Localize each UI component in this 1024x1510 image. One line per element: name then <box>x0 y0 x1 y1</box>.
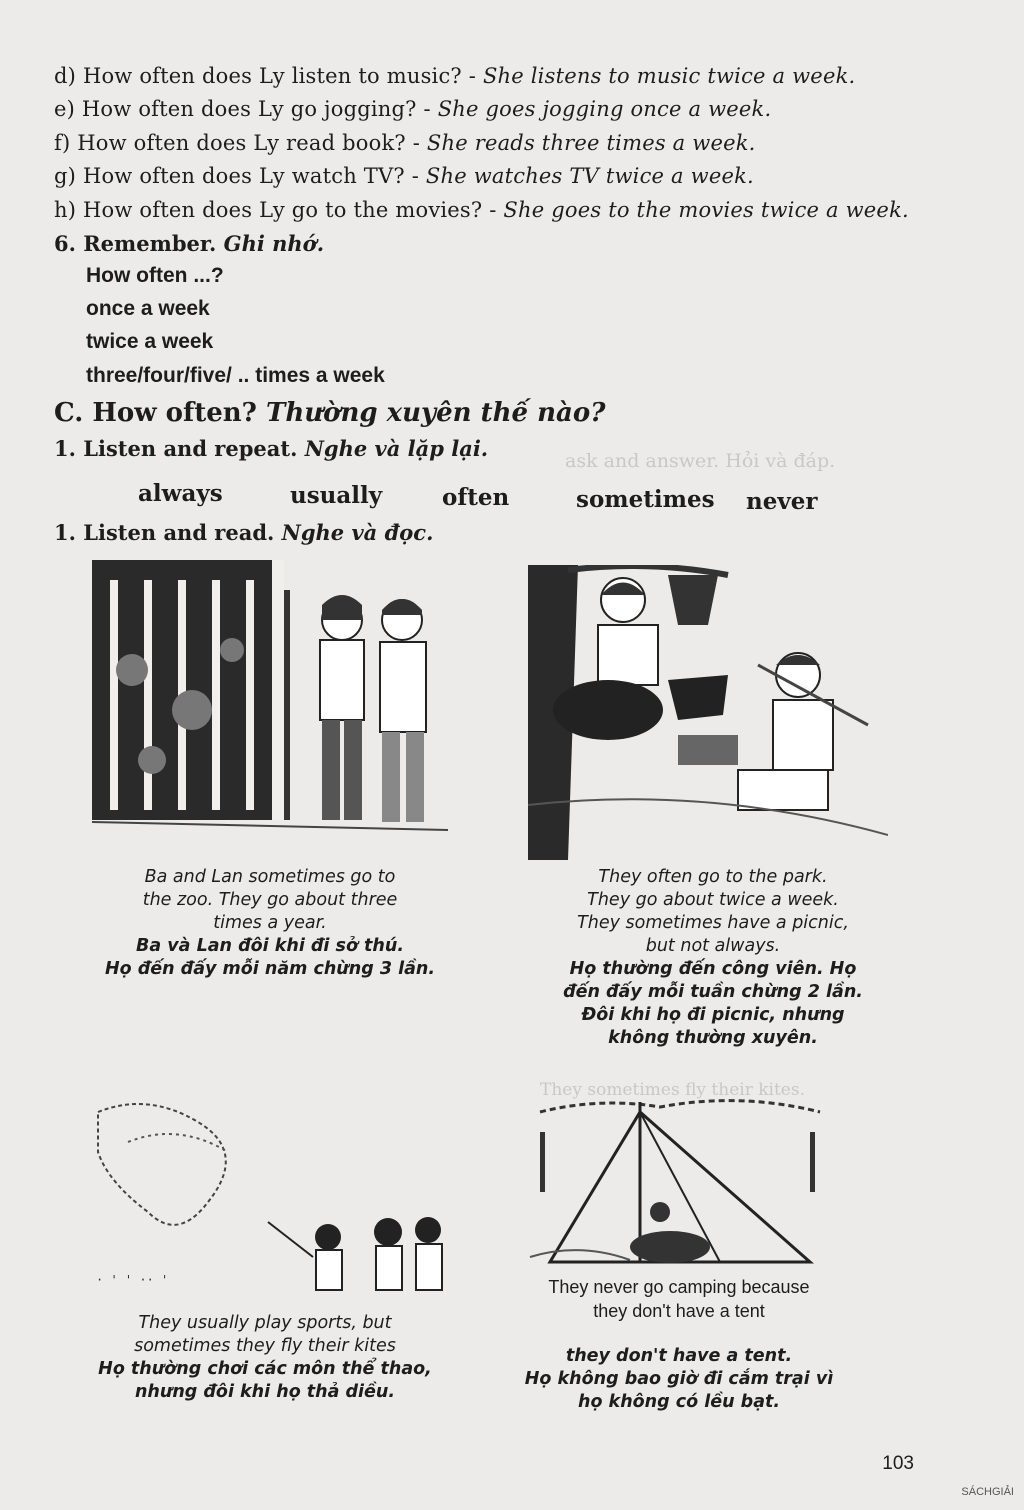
caption-vi-line: Đôi khi họ đi picnic, nhưng <box>581 1005 845 1025</box>
camping-caption <box>514 1275 844 1323</box>
caption-vi-line: họ không có lều bạt. <box>577 1392 781 1412</box>
zoo-caption <box>95 866 445 981</box>
question: How often does Ly read book? <box>77 131 406 155</box>
section-c-title-vi: Thường xuyên thế nào? <box>265 398 606 428</box>
kites-illustration <box>88 1092 448 1292</box>
remember-title-vi: Ghi nhớ. <box>223 231 325 256</box>
exercise-item-h: h) How often does Ly go to the movies? - She goes to the movies twice a week. <box>54 198 909 222</box>
adverb-word: always <box>138 480 223 507</box>
ground-marks: · ' ' ·· ' <box>96 1273 169 1287</box>
answer: She goes to the movies twice a week. <box>503 198 909 222</box>
remember-line: once a week <box>86 297 210 320</box>
remember-line: three/four/five/ .. times a week <box>86 364 385 387</box>
caption-vi-line: Họ thường đến công viên. Họ <box>569 959 857 979</box>
item-label: h) <box>54 198 77 222</box>
item-label: f) <box>54 131 71 155</box>
answer: She listens to music twice a week. <box>482 64 856 88</box>
caption-vi-line: Họ đến đấy mỗi năm chừng 3 lần. <box>104 959 436 979</box>
adverb-word: never <box>746 488 818 515</box>
caption-en-line: They usually play sports, but <box>138 1313 392 1333</box>
caption-vi-line: nhưng đôi khi họ thả diều. <box>134 1382 396 1402</box>
watermark-text: SÁCHGIẢI <box>961 1486 1014 1498</box>
park-caption <box>528 866 898 1050</box>
page-number: 103 <box>882 1453 914 1474</box>
caption-en-line: They never go camping because <box>548 1277 810 1297</box>
remember-title: 6. Remember. <box>54 231 217 256</box>
caption-en-line: They often go to the park. <box>598 867 828 887</box>
listen-read-title: 1. Listen and read. <box>54 520 275 545</box>
item-label: e) <box>54 97 76 121</box>
question: How often does Ly go to the movies? <box>83 198 483 222</box>
caption-vi-line: đến đấy mỗi tuần chừng 2 lần. <box>563 982 863 1002</box>
zoo-illustration <box>92 560 448 850</box>
answer: She goes jogging once a week. <box>437 97 772 121</box>
exercise-item-f: f) How often does Ly read book? - She reads three times a week. <box>54 131 756 155</box>
exercise-item-g: g) How often does Ly watch TV? - She watches TV twice a week. <box>54 164 754 188</box>
listen-repeat-heading <box>54 436 488 461</box>
caption-en-line: sometimes they fly their kites <box>134 1336 396 1356</box>
caption-en-line: Ba and Lan sometimes go to <box>144 867 396 887</box>
listen-read-heading <box>54 520 433 545</box>
watermark-logo <box>961 1486 1014 1498</box>
listen-repeat-title-vi: Nghe và lặp lại. <box>304 436 489 461</box>
question: How often does Ly listen to music? <box>82 64 462 88</box>
caption-vi-line: Họ thường chơi các môn thể thao, <box>98 1359 432 1379</box>
caption-en-line: the zoo. They go about three <box>142 890 398 910</box>
caption-en-line: They go about twice a week. <box>587 890 839 910</box>
question: How often does Ly watch TV? <box>82 164 405 188</box>
listen-read-title-vi: Nghe và đọc. <box>281 520 434 545</box>
caption-vi-line: Họ không bao giờ đi cắm trại vì <box>524 1369 834 1389</box>
caption-en-line: times a year. <box>213 913 327 933</box>
camping-caption-vi <box>514 1345 844 1414</box>
answer: She reads three times a week. <box>426 131 756 155</box>
answer: She watches TV twice a week. <box>425 164 754 188</box>
bleed-through-text: They sometimes fly their kites. <box>540 1080 805 1100</box>
camping-illustration <box>520 1092 850 1277</box>
caption-en-line: They sometimes have a picnic, <box>577 913 849 933</box>
adverb-word: sometimes <box>576 486 715 513</box>
remember-line: twice a week <box>86 330 214 353</box>
adverb-word: usually <box>290 482 383 509</box>
item-label: d) <box>54 64 77 88</box>
remember-line: How often ...? <box>86 264 224 287</box>
bleed-through-text: ask and answer. Hỏi và đáp. <box>565 450 836 472</box>
adverb-word: often <box>442 484 510 511</box>
item-label: g) <box>54 164 77 188</box>
listen-repeat-title: 1. Listen and repeat. <box>54 436 298 461</box>
caption-vi-line: không thường xuyên. <box>608 1028 818 1048</box>
caption-en-line: but not always. <box>645 936 781 956</box>
exercise-item-e: e) How often does Ly go jogging? - She goes jogging once a week. <box>54 97 772 121</box>
caption-vi-line: Ba và Lan đôi khi đi sở thú. <box>136 936 404 956</box>
section-c-heading <box>54 398 605 428</box>
kites-caption <box>90 1312 440 1404</box>
park-illustration <box>528 565 888 860</box>
remember-heading <box>54 231 324 256</box>
section-c-title: C. How often? <box>54 398 257 428</box>
caption-en-line: they don't have a tent <box>593 1301 765 1321</box>
caption-vi-line: they don't have a tent. <box>565 1346 793 1366</box>
exercise-item-d: d) How often does Ly listen to music? - She listens to music twice a week. <box>54 64 856 88</box>
question: How often does Ly go jogging? <box>81 97 417 121</box>
